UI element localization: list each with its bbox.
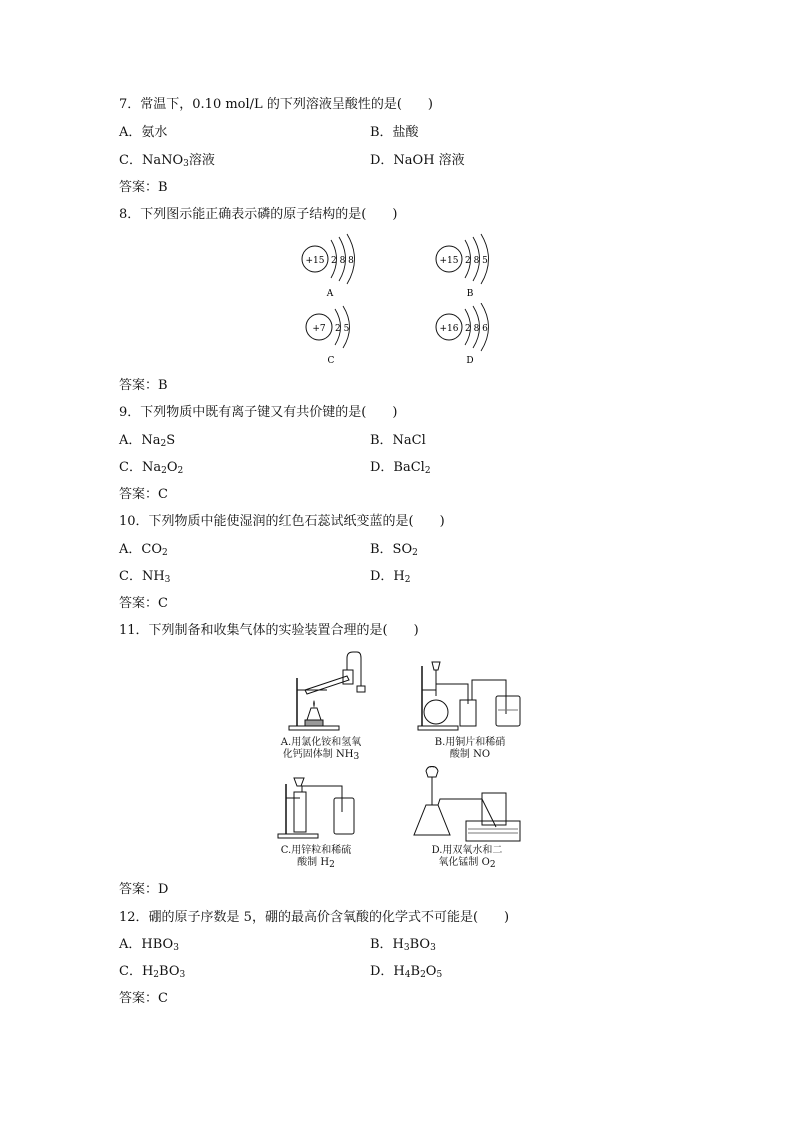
q10-option-a: A．$CO_2$ [119, 542, 168, 558]
question-number: 9 [119, 405, 128, 420]
diagram-label: B [466, 289, 474, 299]
apparatus-b-caption: B.用铜片和稀硝 酸制 NO [434, 737, 506, 760]
question-12-stem [119, 910, 509, 926]
atom-diagram-d [432, 303, 512, 377]
q11-answer: 答案：D [119, 882, 169, 897]
question-text: ．下列图示能正确表示磷的原子结构的是( ) [127, 207, 398, 222]
shell-electrons: 2 5 [335, 324, 350, 334]
q8-answer: 答案：B [119, 378, 168, 393]
nucleus-label: +7 [312, 324, 326, 334]
apparatus-c [276, 768, 366, 844]
question-text: ．常温下，0.10 mol/L 的下列溶液呈酸性的是( ) [127, 97, 433, 112]
q12-option-a: A．$HBO_3$ [119, 937, 179, 953]
nucleus-label: +15 [305, 256, 325, 266]
q10-option-d: D．$H_2$ [370, 569, 411, 585]
q9-answer: 答案：C [119, 487, 168, 502]
apparatus-c-caption: C.用锌粒和稀硫 酸制 $H_2$ [280, 845, 352, 870]
question-text: ．下列制备和收集气体的实验装置合理的是( ) [135, 623, 419, 638]
q7-option-d: D．NaOH 溶液 [370, 153, 465, 168]
question-9-stem [119, 405, 397, 421]
question-number: 12 [119, 910, 136, 925]
question-7-stem [119, 97, 433, 113]
question-number: 11 [119, 623, 136, 638]
q7-option-a: A．氨水 [119, 125, 168, 140]
shell-electrons: 2 8 8 [331, 256, 354, 266]
q12-option-c: C．$H_2BO_3$ [119, 964, 186, 980]
shell-electrons: 2 8 5 [465, 256, 488, 266]
question-number: 7 [119, 97, 128, 112]
question-11-stem [119, 623, 419, 639]
shell-electrons: 2 8 6 [465, 324, 488, 334]
q10-option-c: C．$NH_3$ [119, 569, 171, 585]
question-text: ．下列物质中能使湿润的红色石蕊试纸变蓝的是( ) [135, 514, 445, 529]
diagram-label: D [466, 356, 474, 366]
q12-option-b: B．$H_3BO_3$ [370, 937, 436, 953]
question-8-stem [119, 207, 397, 223]
apparatus-b [416, 656, 531, 736]
q7-option-b: B．盐酸 [370, 125, 419, 140]
diagram-label: A [326, 289, 334, 299]
q7-answer: 答案：B [119, 180, 168, 195]
apparatus-a [287, 650, 367, 736]
nucleus-label: +15 [439, 256, 459, 266]
apparatus-d [410, 765, 525, 847]
q7-option-c: C．NaNO$_3$溶液 [119, 153, 215, 169]
q10-answer: 答案：C [119, 596, 168, 611]
atom-diagram-b [432, 232, 512, 306]
atom-diagram-a [298, 232, 378, 306]
q9-option-b: B．NaCl [370, 433, 426, 448]
question-number: 8 [119, 207, 128, 222]
q12-option-d: D．$H_4B_2O_5$ [370, 964, 443, 980]
q9-option-a: A．$Na_2S$ [119, 433, 176, 449]
apparatus-d-caption: D.用双氧水和二 氧化锰制 $O_2$ [431, 845, 503, 870]
question-number: 10 [119, 514, 136, 529]
q9-option-d: D．BaCl$_2$ [370, 460, 431, 476]
diagram-label: C [327, 356, 335, 366]
question-10-stem [119, 514, 445, 530]
atom-diagram-c [302, 303, 382, 377]
apparatus-a-caption: A.用氯化铵和氢氧 化钙固体制 $NH_3$ [280, 737, 362, 762]
q12-answer: 答案：C [119, 991, 168, 1006]
nucleus-label: +16 [439, 324, 459, 334]
question-text: ．硼的原子序数是 5，硼的最高价含氧酸的化学式不可能是( ) [135, 910, 510, 925]
question-text: ．下列物质中既有离子键又有共价键的是( ) [127, 405, 398, 420]
q9-option-c: C．$Na_2O_2$ [119, 460, 184, 476]
q10-option-b: B．$SO_2$ [370, 542, 418, 558]
